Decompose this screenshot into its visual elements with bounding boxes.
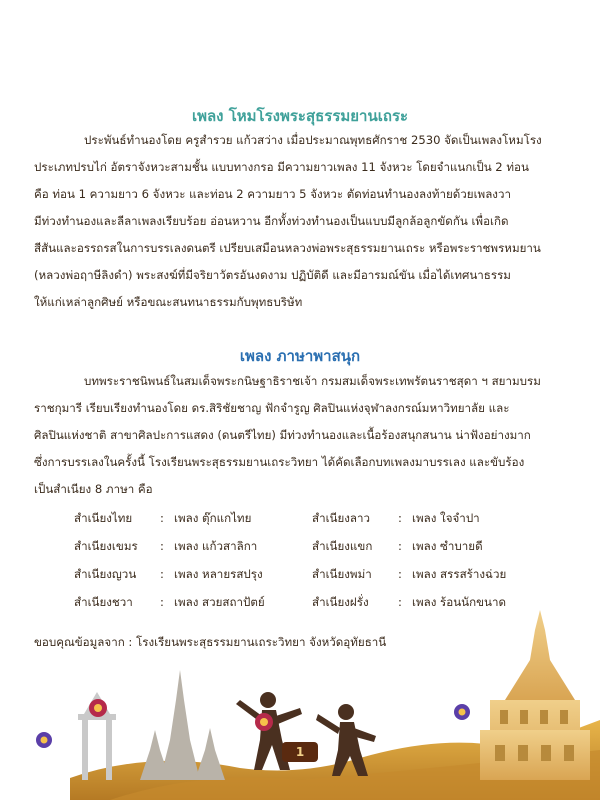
accent-row [312, 504, 506, 532]
prang-icon [140, 670, 225, 780]
dialect-label: สำเนียงชวา [74, 595, 133, 609]
paragraph-line: ซึ่งการบรรเลงในครั้งนี้ โรงเรียนพระสุธรรมยานเถระวิทยา ได้คัดเลือกบทเพลงมาบรรเลง และขับร้อง [34, 455, 525, 469]
golden-temple-icon [480, 610, 590, 780]
accent-row [312, 532, 506, 560]
accent-row [74, 504, 265, 532]
flower-icon [36, 699, 470, 748]
separator: : [160, 595, 164, 609]
separator: : [160, 567, 164, 581]
separator: : [160, 539, 164, 553]
page-number: 1 [282, 742, 318, 762]
separator: : [398, 567, 402, 581]
paragraph-line: สีสันและอรรถรสในการบรรเลงดนตรี เปรียบเสมือนหลวงพ่อพระสุธรรมยานเถระ หรือพระราชพรหมยาน [34, 241, 541, 255]
dialect-label: สำเนียงฝรั่ง [312, 595, 369, 609]
paragraph-line: คือ ท่อน 1 ความยาว 6 จังหวะ และท่อน 2 ความยาว 5 จังหวะ ตัดท่อนทำนองลงท้ายด้วยเพลงวา [34, 187, 511, 201]
accent-row [74, 560, 265, 588]
song-name: เพลง ตุ๊กแกไทย [174, 511, 252, 525]
separator: : [160, 511, 164, 525]
song-name: เพลง สวยสถาปัตย์ [174, 595, 265, 609]
paragraph-line: ให้แก่เหล่าลูกศิษย์ หรือขณะสนทนาธรรมกับพุทธบริษัท [34, 295, 303, 309]
song-name: เพลง ใจจำปา [412, 511, 480, 525]
accent-row [74, 532, 265, 560]
acknowledgement-text: ขอบคุณข้อมูลจาก : โรงเรียนพระสุธรรมยานเถระวิทยา จังหวัดอุทัยธานี [34, 635, 387, 649]
separator: : [398, 539, 402, 553]
paragraph-line: (หลวงพ่อฤาษีลิงดำ) พระสงฆ์ที่มีจริยาวัตรอันงดงาม ปฏิบัติดี และมีอารมณ์ขัน เมื่อได้เทศนาธรรม [34, 268, 511, 282]
song-name: เพลง แก้วสาลิกา [174, 539, 258, 553]
section1-title: เพลง โหมโรงพระสุธรรมยานเถระ [191, 107, 409, 125]
dancer-icon [236, 692, 376, 776]
paragraph-line: ประพันธ์ทำนองโดย ครูสำรวย แก้วสว่าง เมื่อประมาณพุทธศักราช 2530 จัดเป็นเพลงโหมโรง [84, 133, 542, 147]
song-name: เพลง สรรสร้างฉ่วย [412, 567, 507, 581]
section2-title: เพลง ภาษาพาสนุก [239, 347, 361, 365]
dialect-label: สำเนียงพม่า [312, 567, 372, 581]
section1-paragraph [34, 127, 566, 316]
paragraph-line: บทพระราชนิพนธ์ในสมเด็จพระกนิษฐาธิราชเจ้า กรมสมเด็จพระเทพรัตนราชสุดา ฯ สยามบรม [84, 374, 541, 388]
dialect-label: สำเนียงญวน [74, 567, 137, 581]
paragraph-line: มีท่วงทำนองและลีลาเพลงเรียบร้อย อ่อนหวาน อีกทั้งท่วงทำนองเป็นแบบมีลูกล้อลูกขัดกัน เพื่อเกิด [34, 214, 509, 228]
song-name: เพลง หลายรสปรุง [174, 567, 263, 581]
paragraph-line: ราชกุมารี เรียบเรียงทำนองโดย ดร.สิริชัยชาญ ฟักจำรูญ ศิลปินแห่งจุฬาลงกรณ์มหาวิทยาลัย และ [34, 401, 510, 415]
song-name: เพลง ร้อนนักขนาด [412, 595, 507, 609]
separator: : [398, 511, 402, 525]
separator: : [398, 595, 402, 609]
paragraph-line: เป็นสำเนียง 8 ภาษา คือ [34, 482, 153, 496]
dialect-label: สำเนียงลาว [312, 511, 371, 525]
section2-paragraph [34, 368, 566, 503]
dialect-label: สำเนียงแขก [312, 539, 373, 553]
paragraph-line: ประเภทปรบไก่ อัตราจังหวะสามชั้น แบบทางกรอ มีความยาวเพลง 11 จังหวะ โดยจำแนกเป็น 2 ท่อน [34, 160, 529, 174]
dialect-label: สำเนียงไทย [74, 511, 133, 525]
dialect-label: สำเนียงเขมร [74, 539, 138, 553]
accent-row [312, 560, 506, 588]
temple-illustration [0, 600, 600, 800]
song-name: เพลง ซำบายดี [412, 539, 483, 553]
paragraph-line: ศิลปินแห่งชาติ สาขาศิลปะการแสดง (ดนตรีไทย) มีท่วงทำนองและเนื้อร้องสนุกสนาน น่าฟังอย่างมาก [34, 428, 531, 442]
